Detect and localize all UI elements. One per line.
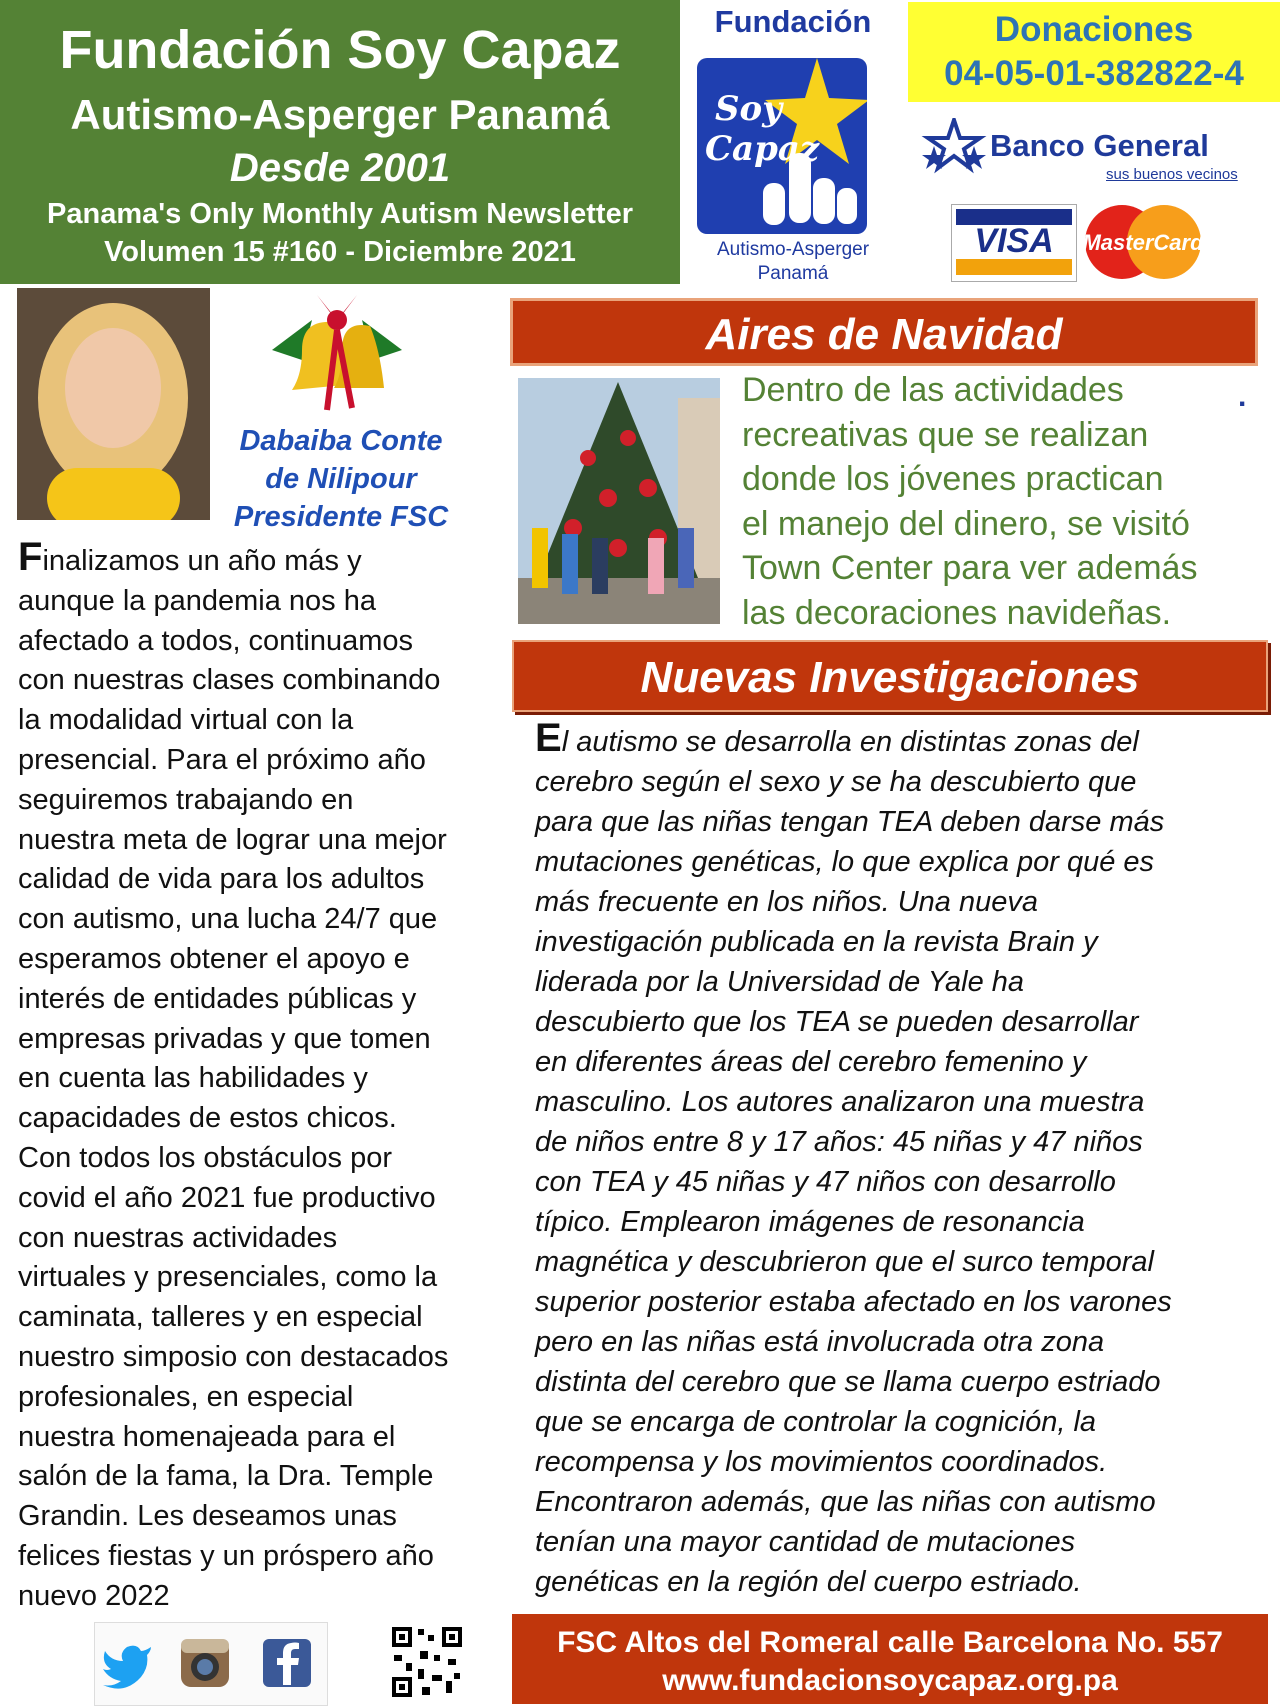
text-line: Finalizamos un año más y bbox=[18, 535, 362, 579]
text-line: superior posterior estaba afectado en los varones bbox=[535, 1286, 1172, 1318]
text-line: típico. Emplearon imágenes de resonancia bbox=[535, 1206, 1085, 1238]
text-line: genéticas en la región del cuerpo estriado. bbox=[535, 1566, 1082, 1598]
text-line: virtuales y presenciales, como la bbox=[18, 1261, 438, 1294]
text-line: las decoraciones navideñas. bbox=[742, 593, 1172, 632]
instagram-icon[interactable] bbox=[179, 1637, 231, 1689]
bank-name: Banco General bbox=[990, 128, 1209, 163]
aires-text bbox=[742, 368, 1272, 636]
text-line: capacidades de estos chicos. bbox=[18, 1102, 397, 1135]
aires-heading: Aires de Navidad bbox=[510, 298, 1258, 366]
president-role: Presidente FSC bbox=[233, 501, 449, 533]
since-year: Desde 2001 bbox=[229, 146, 451, 190]
foundation-subtitle: Autismo-Asperger Panamá bbox=[70, 91, 610, 138]
donation-box bbox=[908, 2, 1280, 102]
text-line: la modalidad virtual con la bbox=[18, 704, 354, 737]
text-line: magnética y descubrieron que el surco temporal bbox=[535, 1246, 1154, 1278]
issue-info: Volumen 15 #160 - Diciembre 2021 bbox=[104, 236, 576, 268]
text-line: masculino. Los autores analizaron una muestra bbox=[535, 1086, 1145, 1118]
text-line: caminata, talleres y en especial bbox=[18, 1301, 423, 1334]
footer-contact bbox=[512, 1614, 1268, 1704]
president-photo bbox=[17, 288, 210, 520]
research-text bbox=[535, 718, 1270, 1602]
text-line: con autismo, una lucha 24/7 que bbox=[18, 903, 438, 936]
decorative-dot: . bbox=[1238, 380, 1247, 413]
text-line: Town Center para ver además bbox=[742, 549, 1198, 588]
newsletter-header bbox=[0, 0, 680, 284]
research-heading: Nuevas Investigaciones bbox=[512, 640, 1268, 712]
text-line: con nuestras actividades bbox=[18, 1221, 338, 1254]
newsletter-tagline: Panama's Only Monthly Autism Newsletter bbox=[47, 198, 633, 230]
text-line: esperamos obtener el apoyo e bbox=[18, 942, 410, 975]
text-line: para que las niñas tengan TEA deben darse más bbox=[535, 806, 1165, 838]
text-line: covid el año 2021 fue productivo bbox=[18, 1181, 436, 1214]
text-line: El autismo se desarrolla en distintas zonas del bbox=[535, 716, 1139, 760]
text-line: profesionales, en especial bbox=[18, 1380, 354, 1413]
text-line: en diferentes áreas del cerebro femenino y bbox=[535, 1046, 1087, 1078]
text-line: salón de la fama, la Dra. Temple bbox=[18, 1460, 434, 1493]
text-line: presencial. Para el próximo año bbox=[18, 743, 426, 776]
text-line: en cuenta las habilidades y bbox=[18, 1062, 368, 1095]
visa-card-icon: VISA bbox=[951, 204, 1077, 282]
christmas-bells-icon bbox=[262, 290, 412, 430]
social-icons bbox=[94, 1622, 328, 1706]
foundation-logo bbox=[680, 0, 906, 290]
bank-slogan: sus buenos vecinos bbox=[1106, 166, 1238, 183]
text-line: distinta del cerebro que se llama cuerpo estriado bbox=[535, 1366, 1161, 1398]
text-line: nuestra meta de lograr una mejor bbox=[18, 823, 447, 856]
text-line: tenían una mayor cantidad de mutaciones bbox=[535, 1526, 1076, 1558]
text-line: empresas privadas y que tomen bbox=[18, 1022, 431, 1055]
donation-label: Donaciones bbox=[994, 10, 1194, 49]
star-hand-icon bbox=[697, 58, 867, 234]
text-line: interés de entidades públicas y bbox=[18, 982, 417, 1015]
logo-top-text: Fundación bbox=[714, 4, 872, 39]
text-line: Grandin. Les deseamos unas bbox=[18, 1500, 397, 1533]
footer-website[interactable]: www.fundacionsoycapaz.org.pa bbox=[662, 1664, 1118, 1697]
logo-box bbox=[697, 58, 867, 234]
text-line: recompensa y los movimientos coordinados. bbox=[535, 1446, 1108, 1478]
footer-address: FSC Altos del Romeral calle Barcelona No. 557 bbox=[557, 1626, 1223, 1659]
foundation-title: Fundación Soy Capaz bbox=[59, 20, 621, 80]
bank-stars-icon bbox=[920, 118, 988, 178]
text-line: seguiremos trabajando en bbox=[18, 783, 354, 816]
bank-logo bbox=[920, 118, 1240, 188]
text-line: Dentro de las actividades bbox=[742, 371, 1124, 409]
text-line: Con todos los obstáculos por bbox=[18, 1141, 392, 1174]
christmas-tree-photo bbox=[518, 378, 720, 624]
text-line: nuevo 2022 bbox=[18, 1579, 170, 1612]
text-line: liderada por la Universidad de Yale ha bbox=[535, 966, 1025, 998]
text-line: mutaciones genéticas, lo que explica por qué es bbox=[535, 846, 1155, 878]
text-line: donde los jóvenes practican bbox=[742, 460, 1164, 499]
text-line: que se encarga de controlar la cognición, la bbox=[535, 1406, 1097, 1438]
drop-cap: E bbox=[535, 716, 562, 760]
facebook-icon[interactable] bbox=[261, 1637, 313, 1689]
text-line: más frecuente en los niños. Una nueva bbox=[535, 886, 1038, 918]
text-line: investigación publicada en la revista Brain y bbox=[535, 926, 1098, 958]
logo-bottom-text: Autismo-Asperger Panamá bbox=[716, 239, 870, 284]
svg-text:MasterCard: MasterCard bbox=[1082, 230, 1204, 255]
text-line: de niños entre 8 y 17 años: 45 niñas y 47 niños bbox=[535, 1126, 1143, 1158]
text-line: nuestro simposio con destacados bbox=[18, 1340, 449, 1373]
text-line: pero en las niñas está involucrada otra zona bbox=[535, 1326, 1105, 1358]
text-line: afectado a todos, continuamos bbox=[18, 624, 413, 657]
text-line: felices fiestas y un próspero año bbox=[18, 1539, 434, 1572]
text-line: nuestra homenajeada para el bbox=[18, 1420, 396, 1453]
text-line: recreativas que se realizan bbox=[742, 415, 1149, 454]
qr-code-icon[interactable] bbox=[390, 1625, 464, 1699]
president-name-line2: de Nilipour bbox=[265, 463, 417, 495]
svg-text:Soy: Soy bbox=[715, 89, 782, 129]
drop-cap: F bbox=[18, 535, 43, 579]
text-line: con nuestras clases combinando bbox=[18, 664, 441, 697]
text-line: con TEA y 45 niñas y 47 niños con desarrollo bbox=[535, 1166, 1116, 1198]
text-line: aunque la pandemia nos ha bbox=[18, 584, 376, 617]
president-message bbox=[18, 535, 513, 1617]
svg-text:Capaz: Capaz bbox=[705, 129, 820, 169]
text-line: calidad de vida para los adultos bbox=[18, 863, 425, 896]
mastercard-icon bbox=[1080, 204, 1206, 280]
text-line: el manejo del dinero, se visitó bbox=[742, 504, 1190, 543]
text-line: cerebro según el sexo y se ha descubierto que bbox=[535, 766, 1137, 798]
president-name-line1: Dabaiba Conte bbox=[239, 425, 443, 457]
text-line: Encontraron además, que las niñas con autismo bbox=[535, 1486, 1156, 1518]
twitter-icon[interactable] bbox=[101, 1639, 153, 1689]
text-line: descubierto que los TEA se pueden desarrollar bbox=[535, 1006, 1139, 1038]
president-caption bbox=[210, 422, 472, 536]
donation-account: 04-05-01-382822-4 bbox=[944, 54, 1244, 93]
